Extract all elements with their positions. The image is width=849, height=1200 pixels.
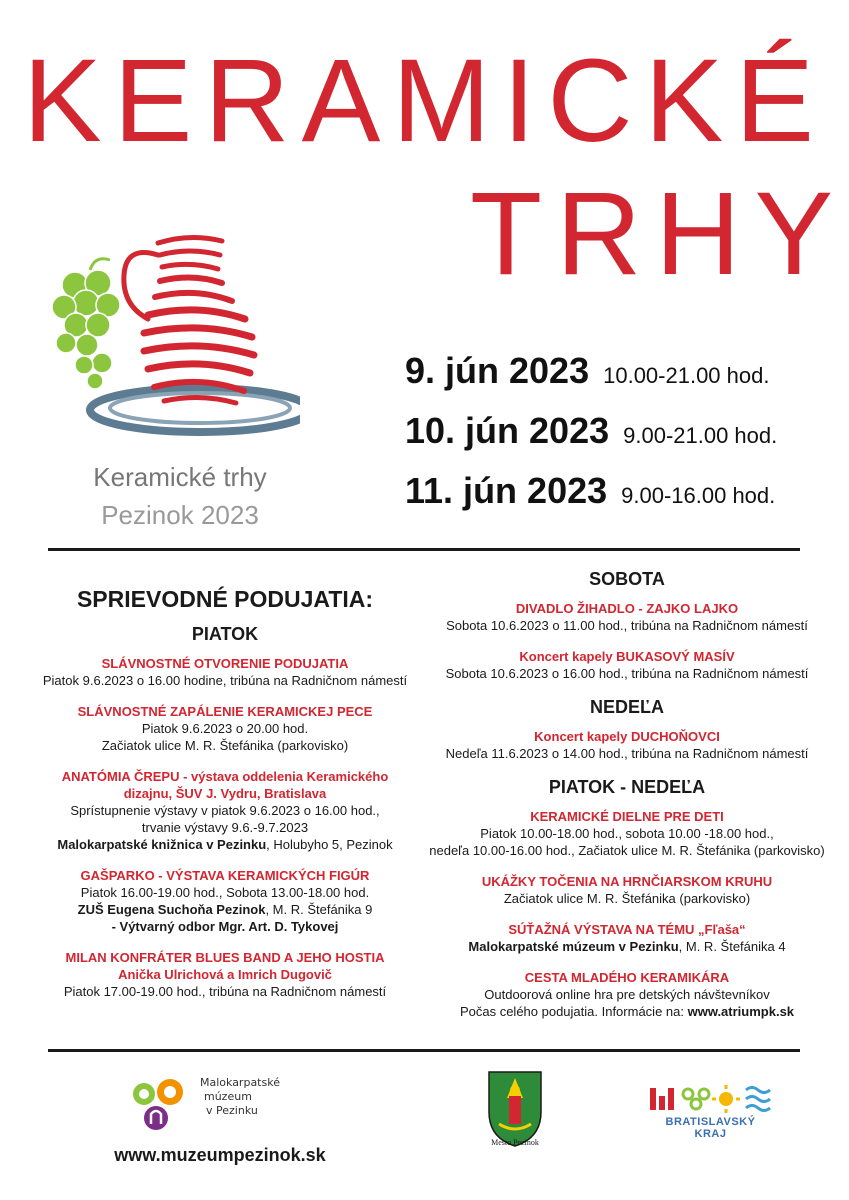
event-place-address: , M. R. Štefánika 4	[678, 939, 786, 954]
program-event	[420, 648, 834, 682]
museum-logo-text: Malokarpatské	[200, 1076, 280, 1089]
program-event	[30, 949, 420, 1000]
event-title: SLÁVNOSTNÉ OTVORENIE PODUJATIA	[101, 656, 349, 671]
event-detail: - Výtvarný odbor Mgr. Art. D. Tykovej	[111, 919, 339, 934]
program-event	[420, 728, 834, 762]
program-event	[30, 703, 420, 754]
event-place-address: , Holubyho 5, Pezinok	[266, 837, 393, 852]
info-url-link[interactable]: www.atriumpk.sk	[687, 1004, 795, 1019]
program-event	[30, 768, 420, 853]
info-text: Počas celého podujatia. Informácie na:	[459, 1004, 688, 1019]
event-date: 9. jún 2023	[405, 350, 590, 391]
program-event	[420, 873, 834, 907]
museum-logo-text: v Pezinku	[206, 1104, 258, 1117]
event-detail: trvanie výstavy 9.6.-9.7.2023	[141, 820, 309, 835]
date-row	[405, 410, 777, 452]
event-date: 10. jún 2023	[405, 410, 610, 451]
event-place-name: ZUŠ Eugena Suchoňa Pezinok	[77, 902, 266, 917]
event-title: UKÁŽKY TOČENIA NA HRNČIARSKOM KRUHU	[481, 874, 773, 889]
event-detail	[420, 1003, 834, 1020]
logo-caption-line1: Keramické trhy	[93, 462, 267, 492]
day-heading-sobota: SOBOTA	[589, 569, 665, 589]
left-program-column	[30, 585, 420, 1014]
event-detail: Sobota 10.6.2023 o 16.00 hod., tribúna na Radničnom námestí	[445, 666, 809, 681]
event-detail: nedeľa 10.00-16.00 hod., Začiatok ulice M. R. Štefánika (parkovisko)	[429, 843, 825, 858]
day-heading-piatok-nedela: PIATOK - NEDEĽA	[548, 777, 706, 797]
event-title: DIVADLO ŽIHADLO - ZAJKO LAJKO	[515, 601, 739, 616]
event-title: GAŠPARKO - VÝSTAVA KERAMICKÝCH FIGÚR	[80, 868, 370, 883]
program-event	[420, 969, 834, 1020]
event-detail: Nedeľa 11.6.2023 o 14.00 hod., tribúna na Radničnom námestí	[445, 746, 809, 761]
program-event	[30, 867, 420, 935]
museum-logo-text: múzeum	[204, 1090, 252, 1103]
date-row	[405, 350, 769, 392]
date-row	[405, 470, 775, 512]
divider	[48, 548, 800, 551]
event-detail: Piatok 9.6.2023 o 16.00 hodine, tribúna na Radničnom námestí	[42, 673, 408, 688]
program-event	[30, 655, 420, 689]
event-place	[30, 901, 420, 918]
event-detail: Začiatok ulice M. R. Štefánika (parkovisko)	[503, 891, 751, 906]
program-event	[420, 921, 834, 955]
right-program-column	[420, 566, 834, 1034]
event-detail: Piatok 10.00-18.00 hod., sobota 10.00 -18.00 hod.,	[480, 826, 774, 841]
event-place-address: , M. R. Štefánika 9	[265, 902, 373, 917]
event-title: CESTA MLADÉHO KERAMIKÁRA	[524, 970, 730, 985]
event-place	[30, 836, 420, 853]
day-heading-piatok: PIATOK	[191, 624, 259, 644]
poster-title-line2: TRHY	[470, 168, 848, 300]
event-title: dizajnu, ŠUV J. Vydru, Bratislava	[123, 786, 327, 801]
event-place-name: Malokarpatské múzeum v Pezinku	[468, 939, 679, 954]
event-place	[420, 938, 834, 955]
event-hours: 9.00-21.00 hod.	[623, 423, 778, 448]
logo-caption-line2: Pezinok 2023	[101, 500, 259, 530]
event-title: Koncert kapely DUCHOŇOVCI	[534, 729, 720, 744]
museum-url-link[interactable]: www.muzeumpezinok.sk	[114, 1145, 326, 1165]
event-detail: Piatok 16.00-19.00 hod., Sobota 13.00-18.00 hod.	[80, 885, 370, 900]
event-detail: Sprístupnenie výstavy v piatok 9.6.2023 o 16.00 hod.,	[70, 803, 380, 818]
event-hours: 9.00-16.00 hod.	[621, 483, 776, 508]
event-title: SÚŤAŽNÁ VÝSTAVA NA TÉMU „Fľaša“	[508, 922, 746, 937]
event-detail: Piatok 9.6.2023 o 20.00 hod.	[141, 721, 309, 736]
program-event	[420, 808, 834, 859]
event-hours: 10.00-21.00 hod.	[603, 363, 770, 388]
divider	[48, 1049, 800, 1052]
town-label: Mesto Pezinok	[491, 1138, 539, 1147]
event-detail: Piatok 17.00-19.00 hod., tribúna na Radničnom námestí	[63, 984, 387, 999]
event-title: KERAMICKÉ DIELNE PRE DETI	[530, 809, 724, 824]
event-place-name: Malokarpatské knižnica v Pezinku	[57, 837, 267, 852]
event-title: Koncert kapely BUKASOVÝ MASÍV	[519, 649, 735, 664]
event-title: MILAN KONFRÁTER BLUES BAND A JEHO HOSTIA	[65, 950, 385, 965]
event-date: 11. jún 2023	[405, 470, 608, 511]
event-detail: Začiatok ulice M. R. Štefánika (parkovisko)	[101, 738, 349, 753]
program-event	[420, 600, 834, 634]
event-title: ANATÓMIA ČREPU - výstava oddelenia Keramického	[61, 769, 389, 784]
event-title: SLÁVNOSTNÉ ZAPÁLENIE KERAMICKEJ PECE	[77, 704, 373, 719]
event-detail: Outdoorová online hra pre detských návštevníkov	[484, 987, 770, 1002]
event-detail: Sobota 10.6.2023 o 11.00 hod., tribúna na Radničnom námestí	[446, 618, 808, 633]
day-heading-nedela: NEDEĽA	[589, 697, 664, 717]
program-heading: SPRIEVODNÉ PODUJATIA:	[76, 586, 374, 612]
region-label: BRATISLAVSKÝ KRAJ	[665, 1116, 756, 1140]
poster-title-line1: KERAMICKÉ	[22, 35, 827, 167]
jug-grapes-logo-icon	[40, 215, 300, 445]
museum-logo-icon	[130, 1068, 320, 1138]
event-title: Anička Ulrichová a Imrich Dugovič	[118, 967, 332, 982]
pezinok-coat-of-arms-icon	[485, 1068, 545, 1148]
